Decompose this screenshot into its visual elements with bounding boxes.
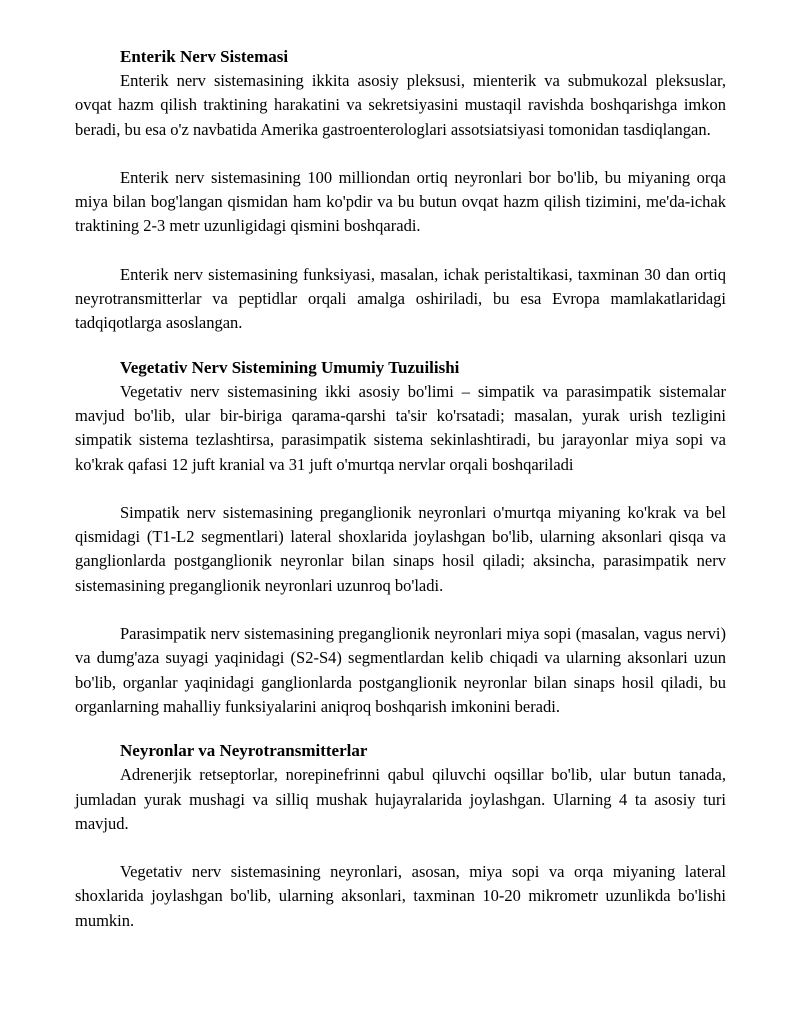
paragraph: Vegetativ nerv sistemasining ikki asosiy bo'limi – simpatik va parasimpatik sistemalar mavjud bo'lib, ular bir-biriga qarama-qarshi ta'sir ko'rsatadi; masalan, yurak urish tezligini simpatik sistema tezlashtirsa, parasimpatik sistema sekinlashtiradi, bu jarayonlar miya sopi va ko'krak qafasi 12 juft kranial va 31 juft o'murtqa nervlar orqali boshqariladi bbox=[75, 381, 726, 474]
section-vegetative-structure bbox=[75, 356, 726, 720]
paragraph: Enterik nerv sistemasining 100 milliondan ortiq neyronlari bor bo'lib, bu miyaning orqa miya bilan bog'langan qismidan ham ko'pdir va bu butun ovqat hazm qilish tizimini, me'da-ichak traktining 2-3 metr uzunligidagi qismini boshqaradi. bbox=[75, 167, 726, 236]
section-heading: Vegetativ Nerv Sistemining Umumiy Tuzuilishi bbox=[120, 357, 460, 377]
paragraph: Adrenerjik retseptorlar, norepinefrinni qabul qiluvchi oqsillar bo'lib, ular butun tanada, jumladan yurak mushagi va silliq mushak hujayralarida joylashgan. Ularning 4 ta asosiy turi mavjud. bbox=[75, 765, 726, 833]
section-heading: Enterik Nerv Sistemasi bbox=[120, 47, 289, 66]
paragraph: Vegetativ nerv sistemasining neyronlari, asosan, miya sopi va orqa miyaning lateral shoxlarida joylashgan bo'lib, ularning aksonlari, taxminan 10-20 mikrometr uzunlikda bo'lishi mumkin. bbox=[75, 862, 726, 930]
paragraph: Enterik nerv sistemasining funksiyasi, masalan, ichak peristaltikasi, taxminan 30 dan ortiq neyrotransmitterlar va peptidlar orqali amalga oshiriladi, bu esa Evropa mamlakatlaridagi tadqiqotlarga asoslangan. bbox=[75, 264, 726, 333]
paragraph: Enterik nerv sistemasining ikkita asosiy pleksusi, mienterik va submukozal pleksuslar, ovqat hazm qilish traktining harakatini va sekretsiyasini mustaqil ravishda boshqarishga imkon beradi, bu esa o'z navbatida Amerika gastroenterologlari assotsiatsiyasi tomonidan tasdiqlangan. bbox=[75, 71, 726, 139]
section-neurons bbox=[75, 739, 726, 933]
section-heading: Neyronlar va Neyrotransmitterlar bbox=[120, 741, 368, 761]
document-page bbox=[75, 45, 726, 957]
section-enteric bbox=[75, 45, 726, 336]
paragraph: Parasimpatik nerv sistemasining preganglionik neyronlari miya sopi (masalan, vagus nervi) va dumg'aza suyagi yaqinidagi (S2-S4) segmentlardan kelib chiqadi va ularning aksonlari uzun bo'lib, organlar yaqinidagi ganglionlarda postganglionik neyronlar bilan sinaps hosil qiladi, bu organlarning mahalliy funksiyalarini aniqroq boshqarish imkonini beradi. bbox=[75, 624, 726, 716]
paragraph: Simpatik nerv sistemasining preganglionik neyronlari o'murtqa miyaning ko'krak va bel qismidagi (T1-L2 segmentlari) lateral shoxlarida joylashgan bo'lib, ularning aksonlari qisqa va ganglionlarda postganglionik neyronlar bilan sinaps hosil qiladi; aksincha, parasimpatik nerv sistemasining preganglionik neyronlari uzunroq bo'ladi. bbox=[75, 502, 726, 595]
